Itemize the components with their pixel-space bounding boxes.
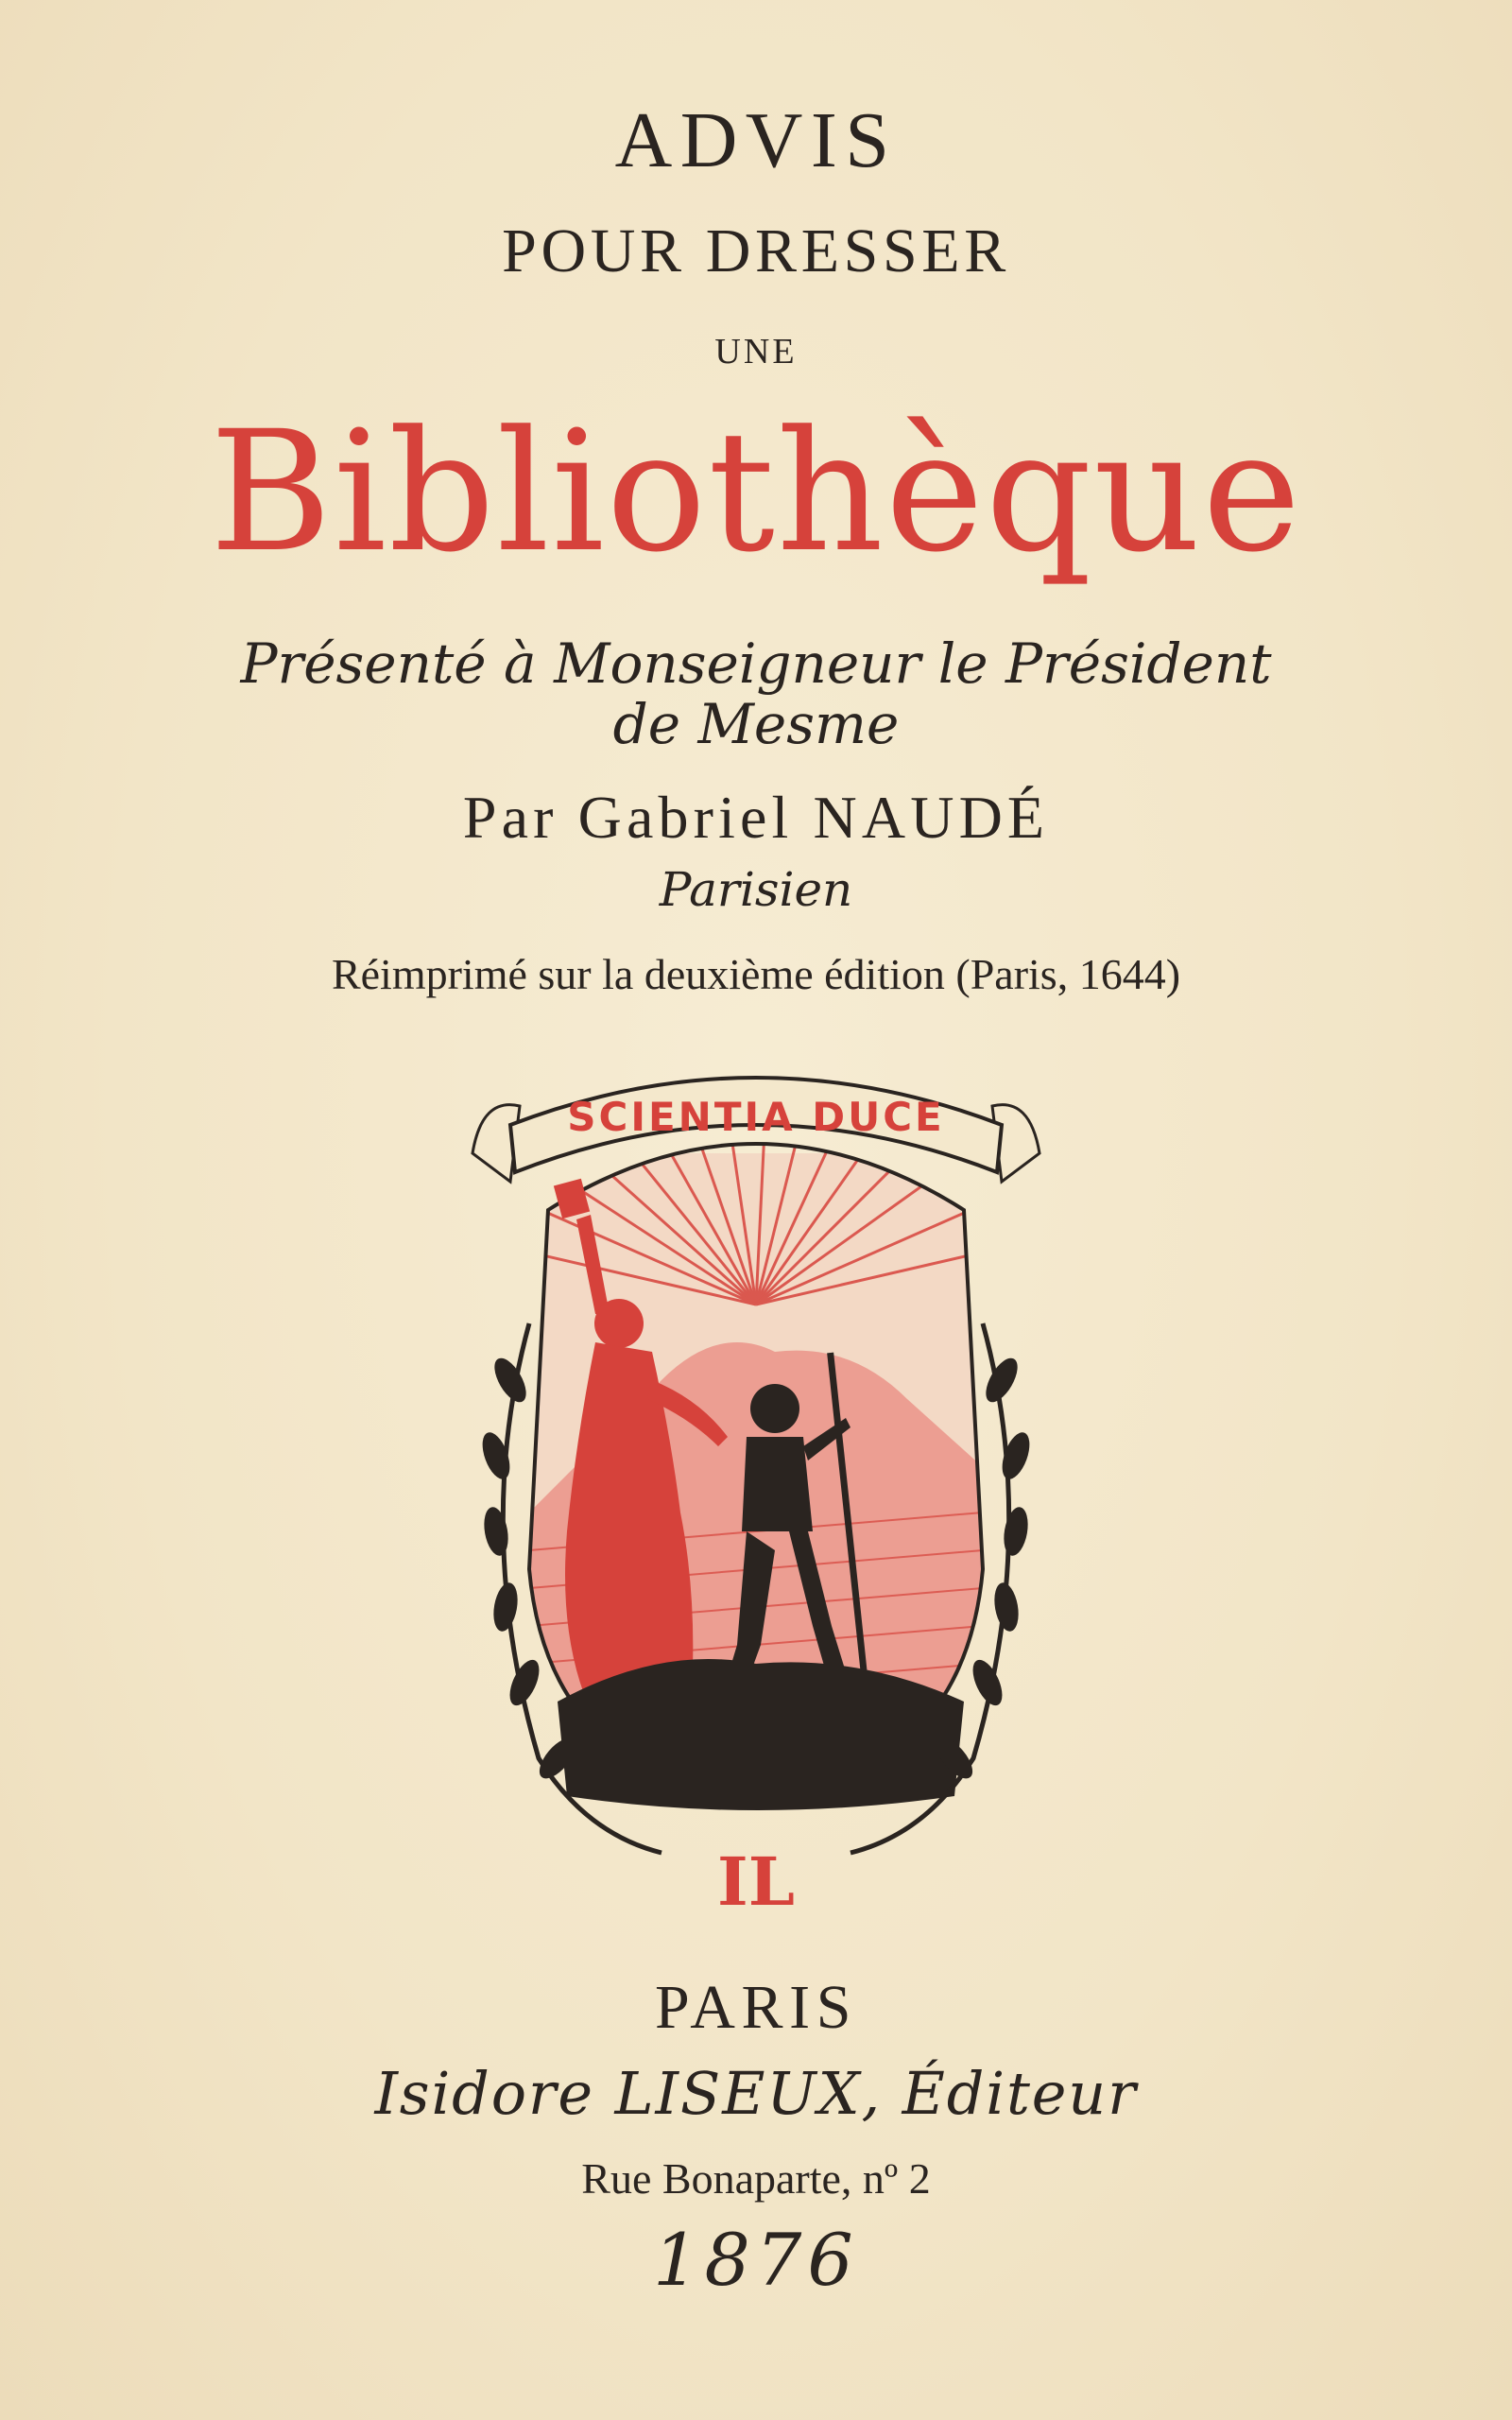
author-first-name: Gabriel	[577, 784, 794, 851]
dedication-line-1: Présenté à Monseigneur le Président	[240, 631, 1272, 696]
imprint-address: Rue Bonaparte, nº 2	[581, 2154, 931, 2203]
motto-text: SCIENTIA DUCE	[567, 1094, 945, 1140]
imprint-publisher: Isidore LISEUX, Éditeur	[374, 2059, 1138, 2128]
reprint-note: Réimprimé sur la deuxième édition (Paris, 1644)	[331, 950, 1181, 998]
title-line-advis: ADVIS	[614, 96, 898, 184]
publisher-emblem	[416, 1040, 1096, 1928]
title-line-pour-dresser: POUR DRESSER	[502, 216, 1010, 285]
main-title: Bibliothèque	[209, 395, 1303, 589]
rock-ground	[558, 1659, 964, 1810]
dedication-line-2: de Mesme	[612, 692, 900, 756]
imprint-year: 1876	[653, 2218, 859, 2302]
author-prefix: Par	[462, 784, 558, 851]
monogram: IL	[717, 1842, 795, 1921]
author-origin: Parisien	[659, 862, 853, 917]
author-line	[0, 783, 1512, 853]
title-line-une: UNE	[714, 332, 798, 372]
imprint-city: PARIS	[654, 1973, 858, 2042]
author-last-name: NAUDÉ	[813, 784, 1050, 851]
